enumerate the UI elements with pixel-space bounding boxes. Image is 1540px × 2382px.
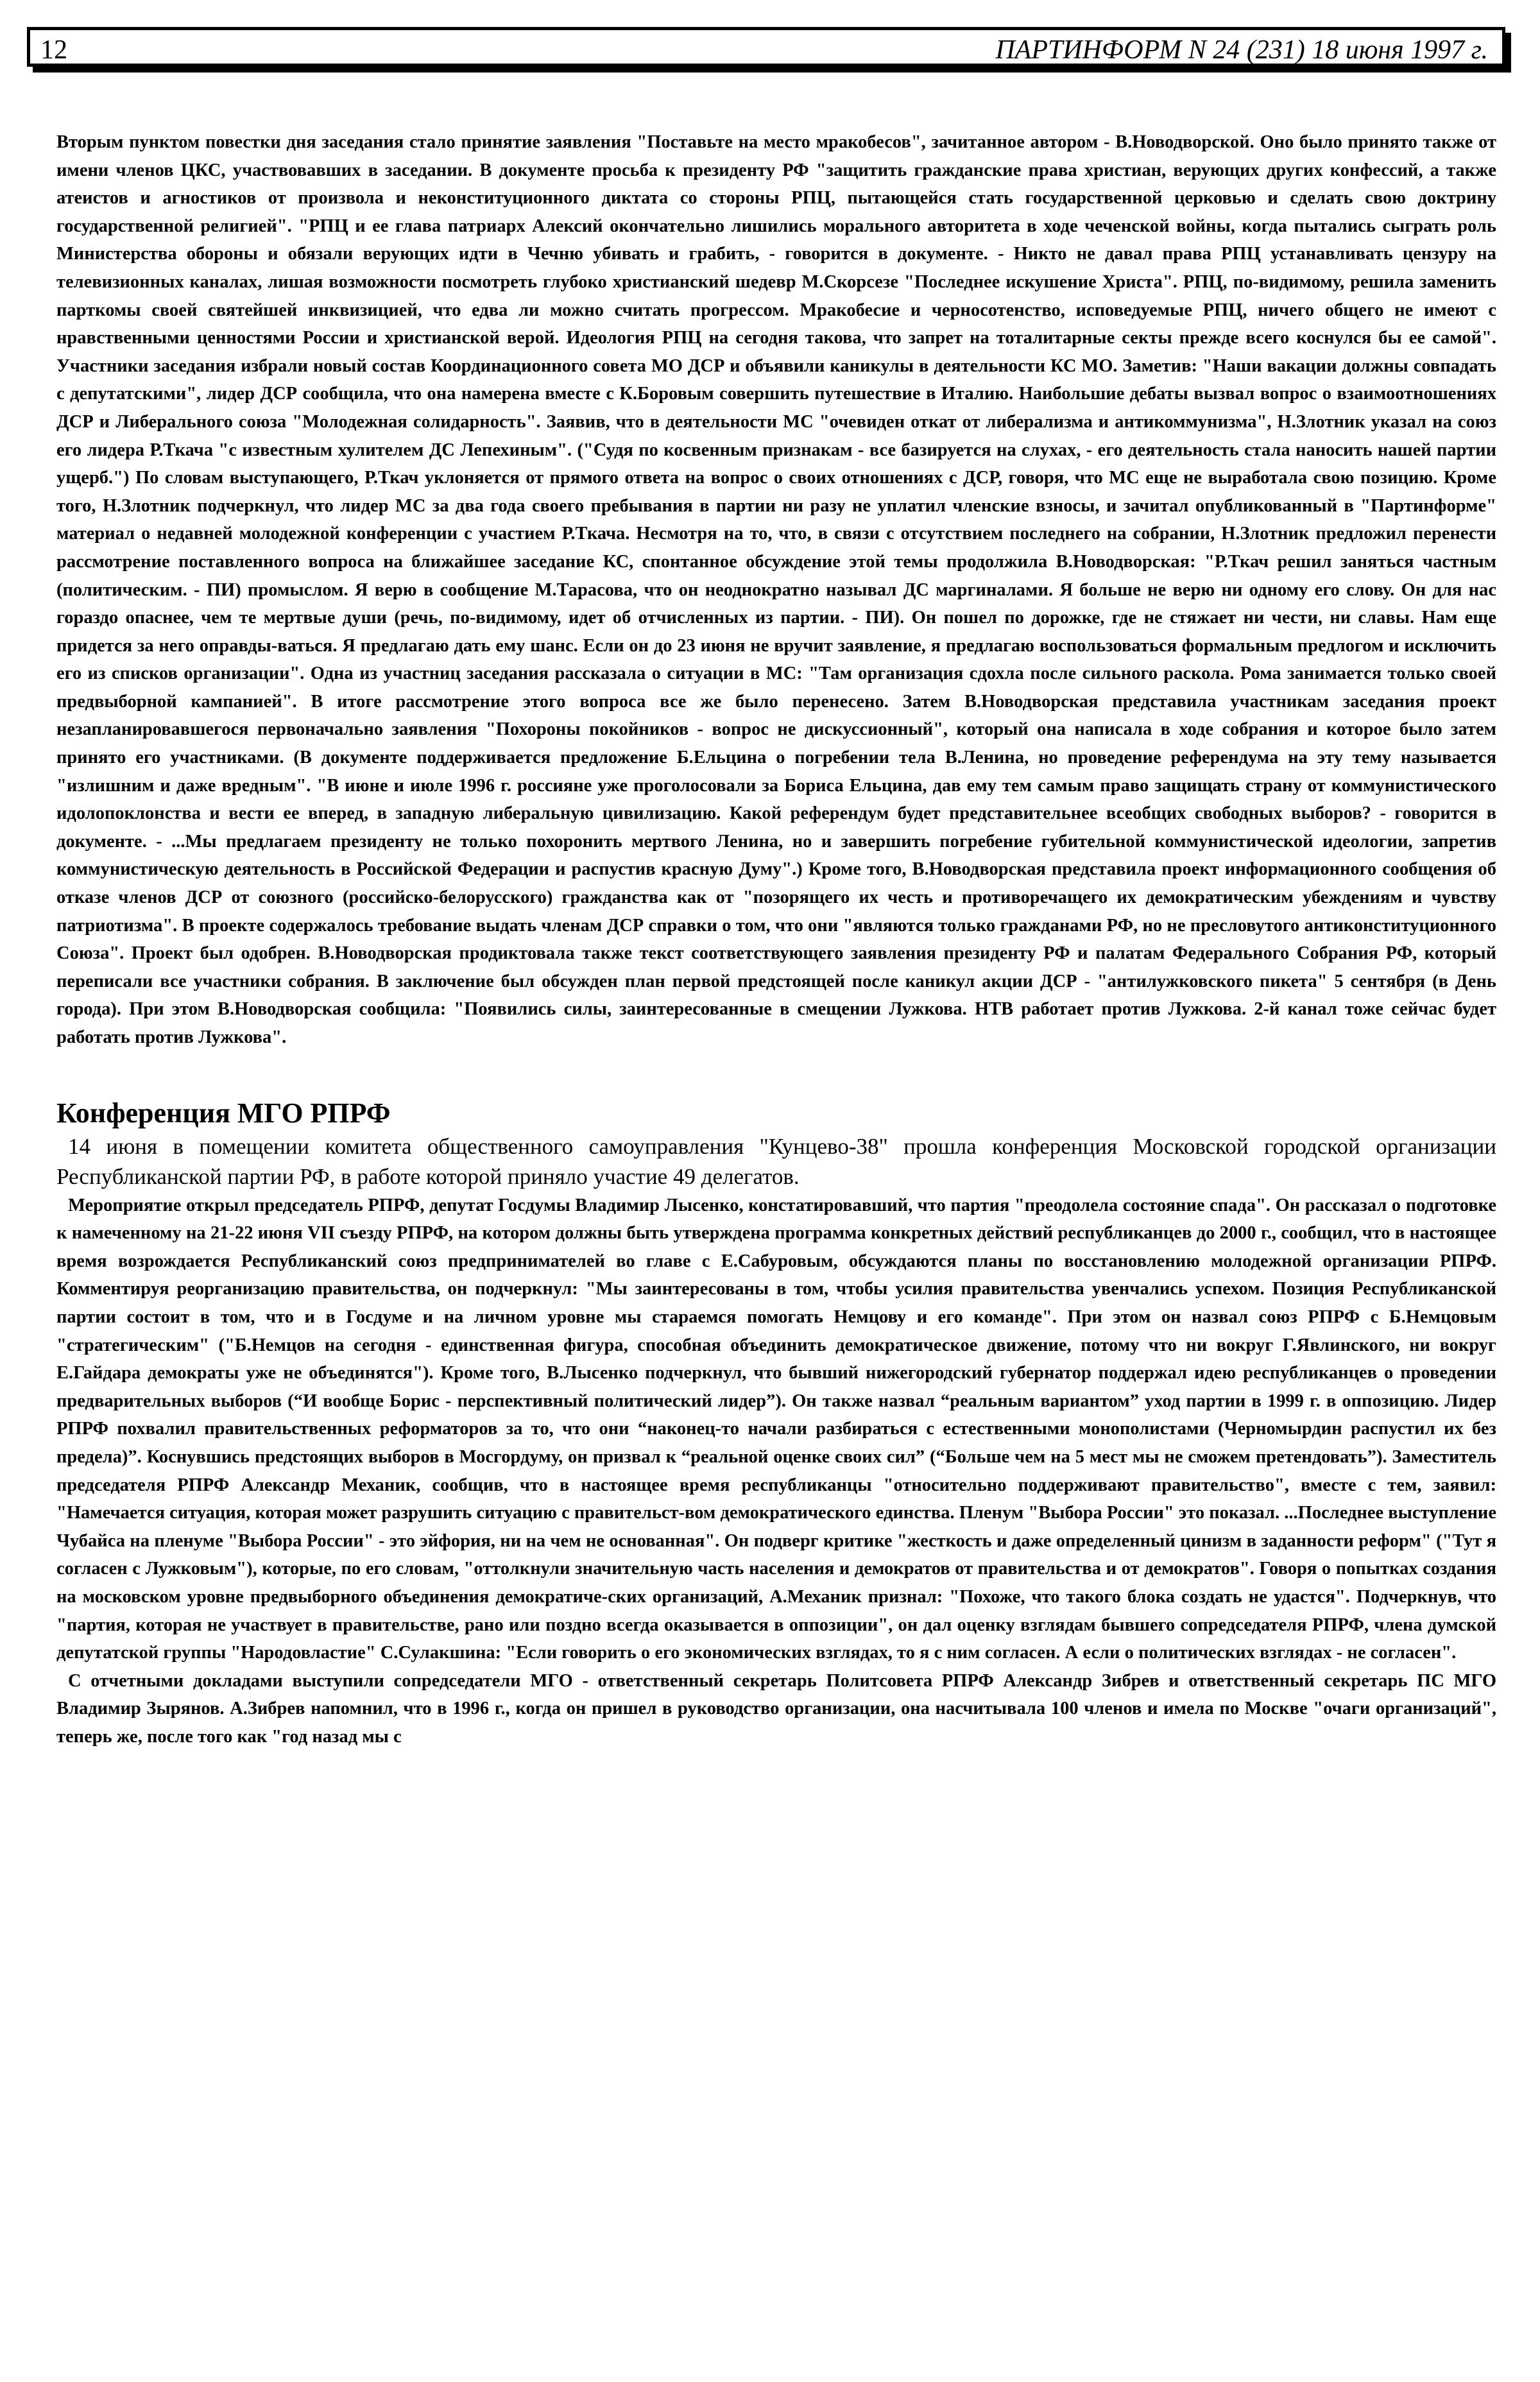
article-paragraph: Вторым пунктом повестки дня заседания стало принятие заявления "Поставьте на место мракобесов", зачитанное автором - В.Новодворской. Оно было принято также от имени членов ЦКС, участвовавших в заседании. В документе просьба к президенту РФ "защитить гражданские права христиан, верующих других конфессий, а также атеистов и агностиков от произвола и неконституционного диктата со стороны РПЦ, пытающейся стать государственной церковью и сделать свою доктрину государственной религией". "РПЦ и ее глава патриарх Алексий окончательно лишились морального авторитета в ходе чеченской войны, когда пытались сыграть роль Министерства обороны и обязали верующих идти в Чечню убивать и грабить, - говорится в документе. - Никто не давал права РПЦ устанавливать цензуру на телевизионных каналах, лишая возможности посмотреть глубоко христианский шедевр М.Скорсезе "Последнее искушение Христа". РПЦ, по-видимому, решила заменить парткомы своей святейшей инквизицией, что едва ли можно считать прогрессом. Мракобесие и черносотенство, исповедуемые РПЦ, ничего общего не имеют с нравственными ценностями России и христианской верой. Идеология РПЦ на сегодня такова, что запрет на тоталитарные секты прежде всего коснулся бы ее самой". Участники заседания избрали новый состав Координационного совета МО ДСР и объявили каникулы в деятельности КС МО. Заметив: "Наши вакации должны совпадать с депутатскими", лидер ДСР сообщила, что она намерена вместе с К.Боровым совершить путешествие в Италию. Наибольшие дебаты вызвал вопрос о взаимоотношениях ДСР и Либерального союза "Молодежная солидарность". Заявив, что в деятельности МС "очевиден откат от либерализма и антикоммунизма", Н.Злотник указал на союз его лидера Р.Ткача "с известным хулителем ДС Лепехиным". ("Судя по косвенным признакам - все базируется на слухах, - его деятельность стала наносить нашей партии ущерб.") По словам выступающего, Р.Ткач уклоняется от прямого ответа на вопрос о своих отношениях с ДСР, говоря, что МС еще не выработала свою позицию. Кроме того, Н.Злотник подчеркнул, что лидер МС за два года своего пребывания в партии ни разу не уплатил членские взносы, и зачитал опубликованный в "Партинформе" материал о недавней молодежной конференции с участием Р.Ткача. Несмотря на то, что, в связи с отсутствием последнего на собрании, Н.Злотник предложил перенести рассмотрение поставленного вопроса на ближайшее заседание КС, спонтанное обсуждение этой темы продолжила В.Новодворская: "Р.Ткач решил заняться частным (политическим. - ПИ) промыслом. Я верю в сообщение М.Тарасова, что он неоднократно называл ДС маргиналами. Я больше не верю ни одному его слову. Он для нас гораздо опаснее, чем те мертвые души (речь, по-видимому, идет об отчисленных из партии. - ПИ). Он пошел по дорожке, где не стяжает ни чести, ни славы. Нам еще придется за него оправды-ваться. Я предлагаю дать ему шанс. Если он до 23 июня не вручит заявление, я предлагаю воспользоваться формальным предлогом и исключить его из списков организации". Одна из участниц заседания рассказала о ситуации в МС: "Там организация сдохла после сильного раскола. Рома занимается только своей предвыборной кампанией". В итоге рассмотрение этого вопроса все же было перенесено. Затем В.Новодворская представила участникам заседания проект незапланировавшегося первоначально заявления "Похороны покойников - вопрос не дискуссионный", который она написала в ходе собрания и которое было затем принято его участниками. (В документе поддерживается предложение Б.Ельцина о погребении тела В.Ленина, но проведение референдума на эту тему называется "излишним и даже вредным". "В июне и июле 1996 г. россияне уже проголосовали за Бориса Ельцина, дав ему тем самым право защищать страну от коммунистического идолопоклонства и вести ее вперед, в западную либеральную цивилизацию. Какой референдум будет представительнее всеобщих свободных выборов? - говорится в документе. - ...Мы предлагаем президенту не только похоронить мертвого Ленина, но и завершить погребение губительной коммунистической идеологии, запретив коммунистическую деятельность в Российской Федерации и распустив красную Думу".) Кроме того, В.Новодворская представила проект информационного сообщения об отказе членов ДСР от союзного (российско-белорусского) гражданства как от "позорящего их честь и противоречащего их демократическим убеждениям и чувству патриотизма". В проекте содержалось требование выдать членам ДСР справки о том, что они "являются только гражданами РФ, но не пресловутого антиконституционного Союза". Проект был одобрен. В.Новодворская продиктовала также текст соответствующего заявления президенту РФ и палатам Федерального Собрания РФ, который переписали все участники собрания. В заключение был обсужден план первой предстоящей после каникул акции ДСР - "антилужковского пикета" 5 сентября (в День города). При этом В.Новодворская сообщила: "Появились силы, заинтересованные в смещении Лужкова. НТВ работает против Лужкова. 2-й канал тоже сейчас будет работать против Лужкова".	[56, 132, 1496, 1047]
section-heading: Конференция МГО РПРФ	[56, 1097, 391, 1129]
article-paragraph: Мероприятие открыл председатель РПРФ, депутат Госдумы Владимир Лысенко, констатировавший, что партия "преодолела состояние спада". Он рассказал о подготовке к намеченному на 21-22 июня VII съезду РПРФ, на котором должны быть утверждена программа конкретных действий республиканцев до 2000 г., сообщил, что в настоящее время возрождается Республиканский союз предпринимателей во главе с Е.Сабуровым, обсуждаются планы по восстановлению молодежной организации РПРФ. Комментируя реорганизацию правительства, он подчеркнул: "Мы заинтересованы в том, чтобы усилия правительства увенчались успехом. Позиция Республиканской партии состоит в том, что и в Госдуме и на личном уровне мы стараемся помогать Немцову и его команде". При этом он назвал союз РПРФ с Б.Немцовым "стратегическим" ("Б.Немцов на сегодня - единственная фигура, способная объединить демократическое движение, потому что ни вокруг Г.Явлинского, ни вокруг Е.Гайдара демократы уже не объединятся"). Кроме того, В.Лысенко подчеркнул, что бывший нижегородский губернатор поддержал идею республиканцев о проведении предварительных выборов (“И вообще Борис - перспективный политический лидер”). Он также назвал “реальным вариантом” уход партии в 1999 г. в оппозицию. Лидер РПРФ похвалил правительственных реформаторов за то, что они “наконец-то начали разбираться с естественными монополистами (Черномырдин распустил их без предела)”. Коснувшись предстоящих выборов в Мосгордуму, он призвал к “реальной оценке своих сил” (“Больше чем на 5 мест мы не сможем претендовать”). Заместитель председателя РПРФ Александр Механик, сообщив, что в настоящее время республиканцы "относительно поддерживают правительство", вместе с тем, заявил: "Намечается ситуация, которая может разрушить ситуацию с правительст-вом демократического единства. Пленум "Выбора России" это показал. ...Последнее выступление Чубайса на пленуме "Выбора России" - это эйфория, ни на чем не основанная". Он подверг критике "жесткость и даже определенный цинизм в заданности реформ" ("Тут я согласен с Лужковым"), которые, по его словам, "оттолкнули значительную часть населения и демократов от правительства и от демократов". Говоря о попытках создания на московском уровне предвыборного объединения демократиче-ских организаций, А.Механик признал: "Похоже, что такого блока создать не удастся". Подчеркнув, что "партия, которая не участвует в правительстве, рано или поздно всегда оказывается в оппозиции", он дал оценку взглядам бывшего сопредседателя РПРФ, члена думской депутатской группы "Народовластие" С.Сулакшина: "Если говорить о его экономических взглядах, то я с ним согласен. А если о политических взглядах - не согласен".	[56, 1195, 1496, 1663]
article-paragraph: С отчетными докладами выступили сопредседатели МГО - ответственный секретарь Политсовета РПРФ Александр Зибрев и ответственный секретарь ПС МГО Владимир Зырянов. А.Зибрев напомнил, что в 1996 г., когда он пришел в руководство организации, она насчитывала 100 членов и имела по Москве "очаги организаций", теперь же, после того как "год назад мы с	[56, 1670, 1496, 1747]
lead-paragraph: 14 июня в помещении комитета общественного самоуправления "Кунцево-38" прошла конференция Московской городской организации Республиканской партии РФ, в работе которой приняло участие 49 делегатов.	[56, 1133, 1496, 1189]
page-header	[27, 27, 1505, 67]
publication-title: ПАРТИНФОРМ N 24 (231) 18 июня 1997 г.	[995, 35, 1488, 65]
page-content	[56, 128, 1496, 1751]
page-number: 12	[40, 35, 67, 65]
